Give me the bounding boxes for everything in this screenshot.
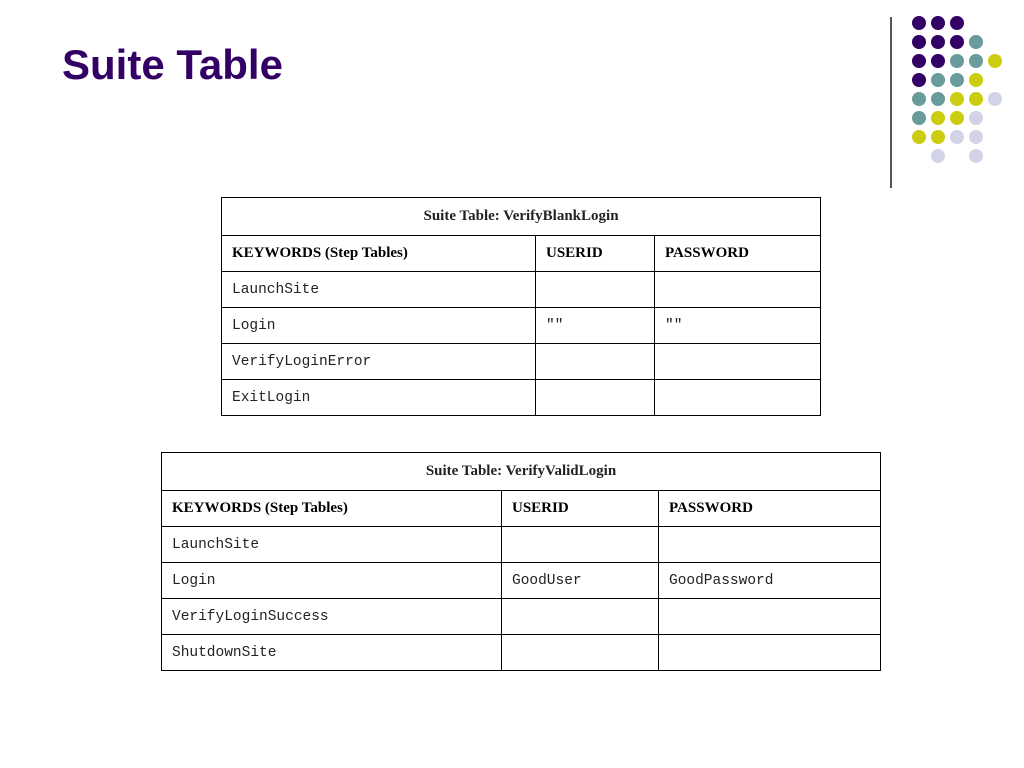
deco-dot	[969, 92, 983, 106]
deco-dot	[950, 130, 964, 144]
slide-title: Suite Table	[62, 41, 283, 88]
table-row	[162, 635, 881, 671]
deco-dot	[931, 54, 945, 68]
deco-dot	[931, 16, 945, 30]
deco-dot	[950, 16, 964, 30]
column-header-userid: USERID	[502, 491, 659, 527]
password-cell	[655, 380, 821, 416]
suite-table-verify-blank-login	[221, 197, 821, 416]
deco-dot	[950, 73, 964, 87]
table-row	[222, 308, 821, 344]
deco-dot	[988, 92, 1002, 106]
keyword-cell: LaunchSite	[162, 527, 502, 563]
userid-cell: ""	[536, 308, 655, 344]
deco-dot	[912, 73, 926, 87]
keyword-cell: Login	[222, 308, 536, 344]
keyword-cell: VerifyLoginError	[222, 344, 536, 380]
column-header-keywords: KEYWORDS (Step Tables)	[162, 491, 502, 527]
deco-dot	[950, 111, 964, 125]
password-cell	[655, 272, 821, 308]
deco-dot	[931, 111, 945, 125]
keyword-cell: ShutdownSite	[162, 635, 502, 671]
userid-cell	[536, 272, 655, 308]
deco-dot	[969, 149, 983, 163]
deco-dot	[931, 130, 945, 144]
table-caption-row	[222, 198, 821, 236]
deco-dot	[931, 149, 945, 163]
table-caption: Suite Table: VerifyValidLogin	[162, 453, 881, 491]
deco-dot	[912, 111, 926, 125]
password-cell	[659, 599, 881, 635]
password-cell	[659, 635, 881, 671]
userid-cell	[502, 599, 659, 635]
password-cell	[659, 527, 881, 563]
deco-dot	[912, 16, 926, 30]
deco-dot	[969, 54, 983, 68]
userid-cell	[502, 635, 659, 671]
keyword-cell: LaunchSite	[222, 272, 536, 308]
deco-dot	[969, 73, 983, 87]
table-header-row	[222, 236, 821, 272]
deco-dot	[931, 92, 945, 106]
table-caption-row	[162, 453, 881, 491]
deco-dot	[912, 130, 926, 144]
keyword-cell: ExitLogin	[222, 380, 536, 416]
table-caption: Suite Table: VerifyBlankLogin	[222, 198, 821, 236]
table-row	[162, 599, 881, 635]
deco-dot	[950, 92, 964, 106]
deco-dot	[912, 92, 926, 106]
userid-cell: GoodUser	[502, 563, 659, 599]
table-row	[222, 344, 821, 380]
column-header-password: PASSWORD	[659, 491, 881, 527]
keyword-cell: VerifyLoginSuccess	[162, 599, 502, 635]
table-row	[162, 563, 881, 599]
password-cell: GoodPassword	[659, 563, 881, 599]
decorative-dot-grid	[0, 0, 1024, 200]
deco-dot	[950, 35, 964, 49]
table-row	[222, 380, 821, 416]
column-header-keywords: KEYWORDS (Step Tables)	[222, 236, 536, 272]
table-row	[222, 272, 821, 308]
deco-dot	[969, 35, 983, 49]
password-cell: ""	[655, 308, 821, 344]
deco-dot	[969, 111, 983, 125]
deco-dot	[988, 54, 1002, 68]
column-header-password: PASSWORD	[655, 236, 821, 272]
table-header-row	[162, 491, 881, 527]
userid-cell	[536, 344, 655, 380]
table-row	[162, 527, 881, 563]
deco-dot	[912, 54, 926, 68]
keyword-cell: Login	[162, 563, 502, 599]
deco-dot	[931, 73, 945, 87]
deco-dot	[969, 130, 983, 144]
deco-dot	[950, 54, 964, 68]
userid-cell	[536, 380, 655, 416]
deco-dot	[912, 35, 926, 49]
suite-table-verify-valid-login	[161, 452, 881, 671]
password-cell	[655, 344, 821, 380]
column-header-userid: USERID	[536, 236, 655, 272]
deco-dot	[931, 35, 945, 49]
userid-cell	[502, 527, 659, 563]
